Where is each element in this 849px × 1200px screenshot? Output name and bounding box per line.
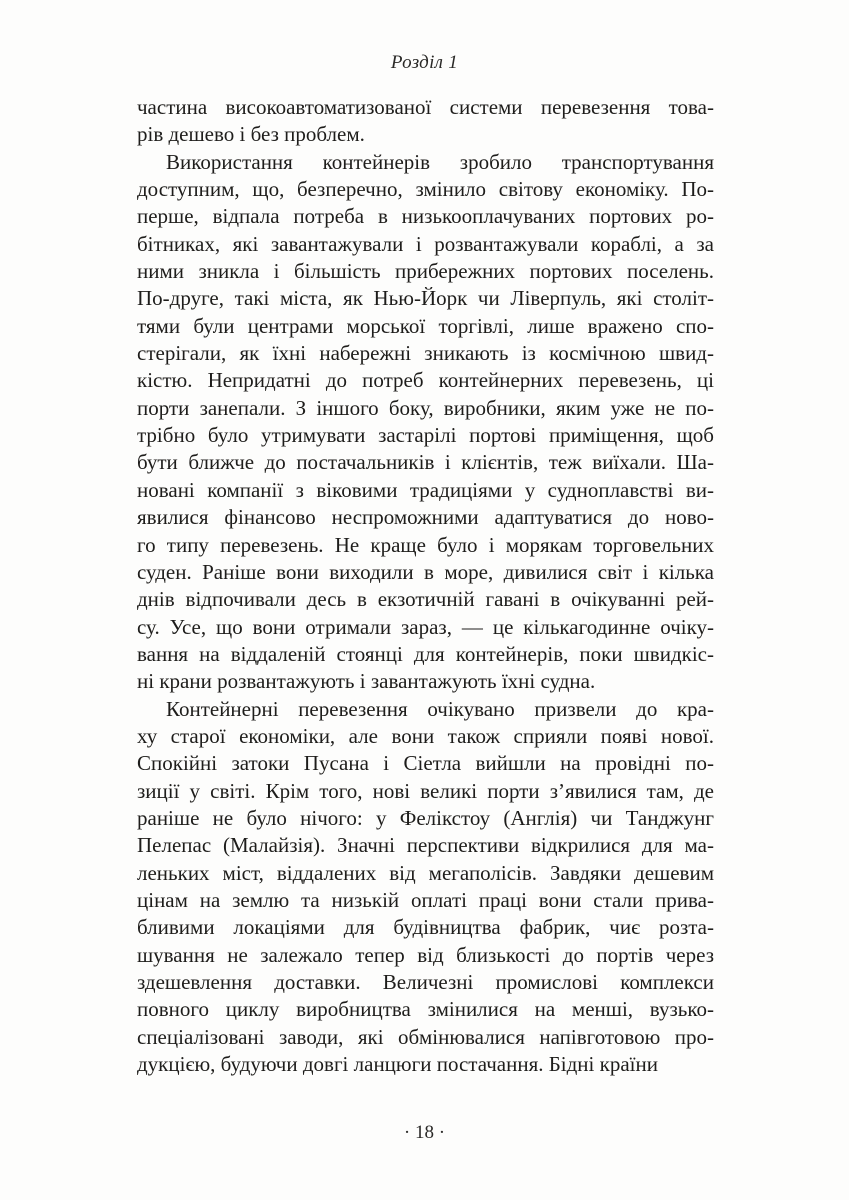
text-line: спеціалізовані заводи, які обмінювалися напівготовою про- bbox=[137, 1024, 714, 1049]
text-line: зиції у світі. Крім того, нові великі порти з’явилися там, де bbox=[137, 778, 714, 803]
paragraph bbox=[137, 696, 714, 1079]
text-line: порти занепали. З іншого боку, виробники, яким уже не по- bbox=[137, 395, 714, 420]
text-block bbox=[137, 94, 714, 1078]
text-line: цінам на землю та низькій оплаті праці вони стали прива- bbox=[137, 887, 714, 912]
paragraph bbox=[137, 94, 714, 149]
text-line: вання на віддаленій стоянці для контейнерів, поки швидкіс- bbox=[137, 641, 714, 666]
text-line: По-друге, такі міста, як Нью-Йорк чи Ліверпуль, які століт- bbox=[137, 286, 714, 311]
text-line: раніше не було нічого: у Фелікстоу (Англія) чи Танджунг bbox=[137, 805, 714, 830]
text-line: леньких міст, віддалених від мегаполісів. Завдяки дешевим bbox=[137, 860, 714, 885]
page-number: · 18 · bbox=[403, 1122, 446, 1143]
text-line: повного циклу виробництва змінилися на менші, вузько- bbox=[137, 997, 714, 1022]
text-line: Пелепас (Малайзія). Значні перспективи відкрилися для ма- bbox=[137, 833, 714, 858]
text-line: днів відпочивали десь в екзотичній гавані в очікуванні рей- bbox=[137, 587, 714, 612]
text-line: ні крани розвантажують і завантажують їхні судна. bbox=[137, 669, 596, 694]
text-line: Спокійні затоки Пусана і Сіетла вийшли на провідні по- bbox=[137, 751, 714, 776]
text-line: доступним, що, безперечно, змінило світову економіку. По- bbox=[137, 177, 714, 202]
text-line: Контейнерні перевезення очікувано призвели до кра- bbox=[166, 696, 714, 721]
text-line: су. Усе, що вони отримали зараз, — це кількагодинне очіку- bbox=[137, 614, 714, 639]
text-line: рів дешево і без проблем. bbox=[137, 122, 365, 147]
text-line: перше, відпала потреба в низькооплачуваних портових ро- bbox=[137, 204, 714, 229]
text-line: кістю. Непридатні до потреб контейнерних перевезень, ці bbox=[137, 368, 714, 393]
text-line: ними зникла і більшість прибережних портових поселень. bbox=[137, 259, 714, 284]
text-line: дукцією, будуючи довгі ланцюги постачання. Бідні країни bbox=[137, 1052, 658, 1077]
text-line: ху старої економіки, але вони також сприяли появі нової. bbox=[137, 723, 714, 748]
text-line: бітниках, які завантажували і розвантажували кораблі, а за bbox=[137, 231, 714, 256]
text-line: тями були центрами морської торгівлі, лише вражено спо- bbox=[137, 313, 714, 338]
text-line: бливими локаціями для будівництва фабрик, чиє розта- bbox=[137, 915, 714, 940]
text-line: суден. Раніше вони виходили в море, дивилися світ і кілька bbox=[137, 559, 714, 584]
text-line: Використання контейнерів зробило транспортування bbox=[166, 149, 714, 174]
text-line: стерігали, як їхні набережні зникають із космічною швид- bbox=[137, 341, 714, 366]
text-line: частина високоавтоматизованої системи перевезення това- bbox=[137, 95, 714, 119]
chapter-header: Розділ 1 bbox=[390, 52, 459, 73]
paragraph bbox=[137, 149, 714, 696]
text-line: здешевлення доставки. Величезні промислові комплекси bbox=[137, 970, 714, 994]
text-line: бути ближче до постачальників і клієнтів, теж виїхали. Ша- bbox=[137, 450, 714, 475]
text-line: шування не залежало тепер від близькості до портів через bbox=[137, 942, 714, 967]
text-line: новані компанії з віковими традиціями у судноплавстві ви- bbox=[137, 477, 714, 502]
text-line: трібно було утримувати застарілі портові приміщення, щоб bbox=[137, 423, 714, 448]
text-line: явилися фінансово неспроможними адаптуватися до ново- bbox=[137, 505, 714, 530]
text-line: го типу перевезень. Не краще було і морякам торговельних bbox=[137, 532, 714, 557]
